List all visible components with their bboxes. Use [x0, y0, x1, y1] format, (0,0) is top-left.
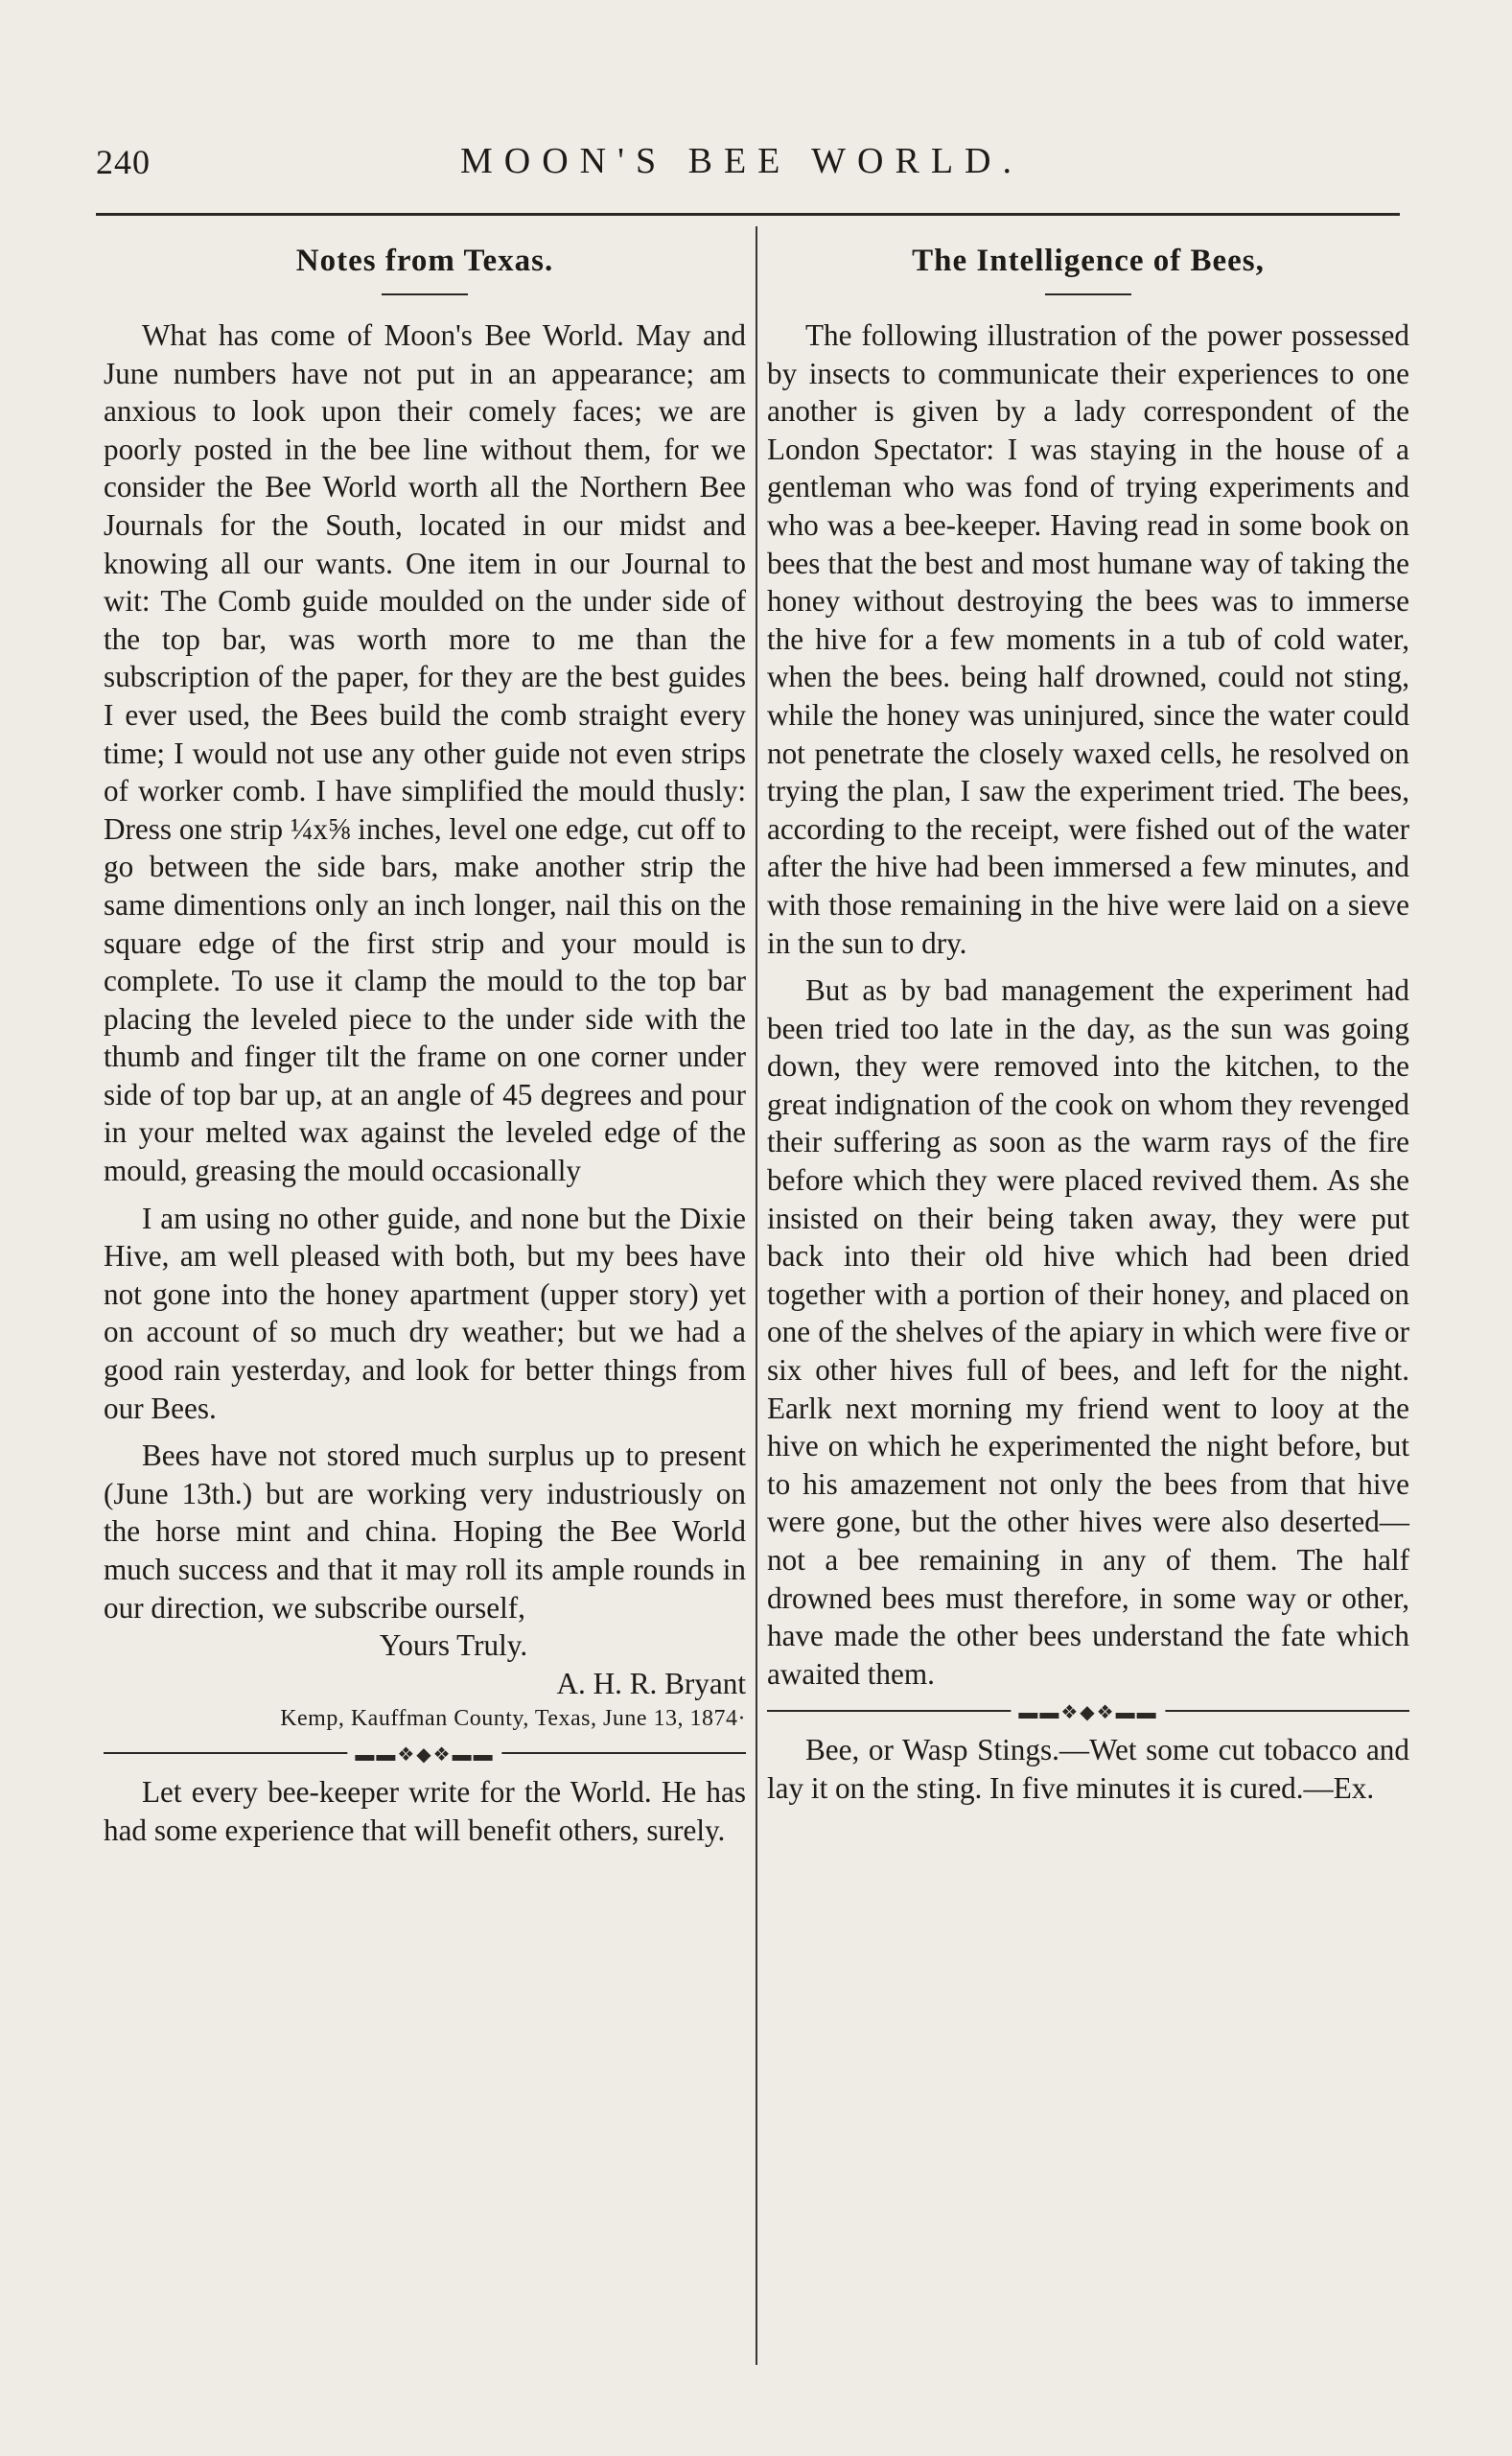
- left-column: [104, 222, 746, 1850]
- signature-block: [104, 1626, 746, 1735]
- article-paragraph: But as by bad management the experiment had been tried too late in the day, as the sun was going down, they were removed into the kitchen, to the great indignation of the cook on whom they revenged their suffering as soon as the warm rays of the fire before which they were placed revived them. As she insisted on their being taken away, they were put back into their old hive which had been dried together with a portion of their honey, and placed on one of the shelves of the apiary in which were five or six other hives full of bees, and left for the night. Earlk next morning my friend went to looy at the hive on which he experimented the night before, but to his amazement not only the bees from that hive were gone, but the other hives were also deserted—not a bee remaining in any of them. The half drowned bees must therefore, in some way or other, have made the other bees understand the fate which awaited them.: [767, 973, 1409, 1691]
- ornamental-divider: [104, 1744, 746, 1766]
- column-divider: [756, 226, 757, 2365]
- signature-place: Kemp, Kauffman County, Texas, June 13, 1874·: [280, 1706, 746, 1732]
- article-paragraph: I am using no other guide, and none but the Dixie Hive, am well pleased with both, but my bees have not gone into the honey apartment (upper story) yet on account of so much dry weather; but we had a good rain yesterday, and look for better things from our Bees.: [104, 1201, 746, 1425]
- article-title-intelligence-of-bees: The Intelligence of Bees,: [912, 244, 1265, 278]
- running-title: MOON'S BEE WORLD.: [460, 141, 1023, 181]
- title-rule: [382, 293, 468, 295]
- article-paragraph: What has come of Moon's Bee World. May and June numbers have not put in an appearance; am anxious to look upon their comely faces; we are poorly posted in the bee line without them, for we consider the Bee World worth all the Northern Bee Journals for the South, located in our midst and knowing all our wants. One item in our Journal to wit: The Comb guide moulded on the under side of the top bar, was worth more to me than the subscription of the paper, for they are the best guides I ever used, the Bees build the comb straight every time; I would not use any other guide not even strips of worker comb. I have simplified the mould thusly: Dress one strip ¼x⅝ inches, level one edge, cut off to go between the side bars, make another strip the same dimentions only an inch longer, nail this on the square edge of the first strip and your mould is complete. To use it clamp the mould to the top bar placing the leveled piece to the under side with the thumb and finger tilt the frame on one corner under side of top bar up, at an angle of 45 degrees and pour in your melted wax against the leveled edge of the mould, greasing the mould occasionally: [104, 318, 746, 1188]
- filler-note: Bee, or Wasp Stings.—Wet some cut tobacco and lay it on the sting. In five minutes it is cured.—Ex.: [767, 1733, 1409, 1805]
- ornament-icon: ▬▬❖◆❖▬▬: [347, 1743, 501, 1766]
- article-paragraph: The following illustration of the power possessed by insects to communicate their experiences to one another is given by a lady correspondent of the London Spectator: I was staying in the house of a gentleman who was fond of trying experiments and who was a bee-keeper. Having read in some book on bees that the best and most humane way of taking the honey without destroying the bees was to immerse the hive for a few moments in a tub of cold water, when the bees. being half drowned, could not sting, while the honey was uninjured, since the water could not penetrate the closely waxed cells, he resolved on trying the plan, I saw the experiment tried. The bees, according to the receipt, were fished out of the water after the hive had been immersed a few minutes, and with those remaining in the hive were laid on a sieve in the sun to dry.: [767, 318, 1409, 960]
- ornamental-divider: [767, 1702, 1409, 1724]
- header-rule: [96, 213, 1400, 216]
- article-paragraph: Bees have not stored much surplus up to present (June 13th.) but are working very industriously on the horse mint and china. Hoping the Bee World much success and that it may roll its ample rounds in our direction, we subscribe ourself,: [104, 1439, 746, 1625]
- closing: Yours Truly.: [379, 1628, 528, 1663]
- ornament-icon: ▬▬❖◆❖▬▬: [1011, 1700, 1165, 1724]
- title-rule: [1045, 293, 1131, 295]
- page-number: 240: [96, 143, 151, 181]
- page-header: [96, 134, 1438, 192]
- filler-note: Let every bee-keeper write for the World. He has had some experience that will benefit others, surely.: [104, 1775, 746, 1847]
- signature: A. H. R. Bryant: [556, 1666, 746, 1700]
- right-column: [767, 222, 1409, 1808]
- article-title-notes-from-texas: Notes from Texas.: [295, 244, 554, 278]
